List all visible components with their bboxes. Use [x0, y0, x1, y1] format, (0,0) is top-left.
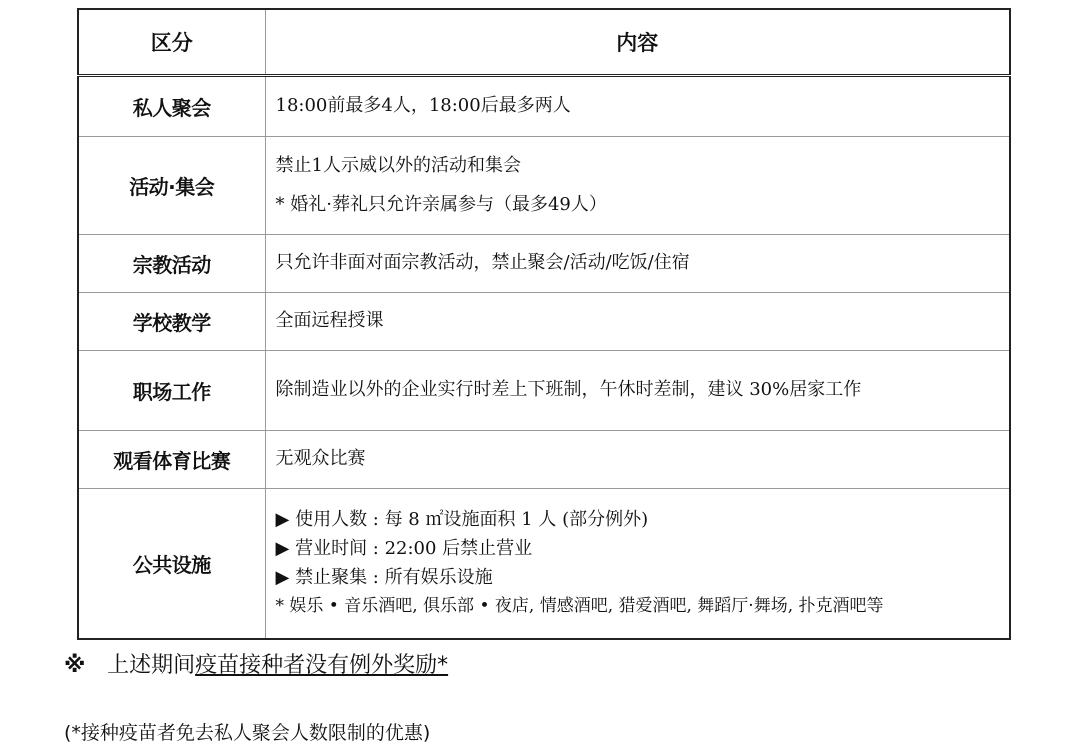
row-content — [265, 489, 1010, 639]
row-content — [265, 293, 1010, 351]
header-content: 内容 — [265, 9, 1010, 76]
rules-table — [77, 8, 1011, 640]
row-category: 职场工作 — [78, 351, 265, 431]
content-line: 禁止1人示威以外的活动和集会 — [275, 155, 521, 177]
row-category: 宗教活动 — [78, 235, 265, 293]
row-category: 私人聚会 — [78, 76, 265, 137]
table-row — [78, 489, 1010, 639]
reference-mark: ※ — [64, 653, 86, 678]
content-line: 18:00前最多4人，18:00后最多两人 — [275, 95, 571, 117]
content-line: ▶ 营业时间 : 22:00 后禁止营业 — [275, 538, 533, 560]
row-content — [265, 76, 1010, 137]
table-row — [78, 76, 1010, 137]
row-content — [265, 351, 1010, 431]
content-line: * 娱乐 • 音乐酒吧, 俱乐部 • 夜店, 情感酒吧, 猎爱酒吧, 舞蹈厅·舞场, 扑克酒吧等 — [275, 595, 884, 616]
table-row — [78, 137, 1010, 235]
row-category: 活动·集会 — [78, 137, 265, 235]
row-content — [265, 235, 1010, 293]
row-category: 公共设施 — [78, 489, 265, 639]
header-category: 区分 — [78, 9, 265, 76]
footnote: (*接种疫苗者免去私人聚会人数限制的优惠) — [64, 722, 431, 744]
content-line: 只允许非面对面宗教活动，禁止聚会/活动/吃饭/住宿 — [275, 252, 690, 274]
content-line: ▶ 禁止聚集 : 所有娱乐设施 — [275, 567, 493, 589]
row-content — [265, 137, 1010, 235]
row-content — [265, 431, 1010, 489]
row-category: 学校教学 — [78, 293, 265, 351]
content-line: 全面远程授课 — [275, 310, 384, 332]
table-row — [78, 235, 1010, 293]
table-row — [78, 293, 1010, 351]
content-line: * 婚礼·葬礼只允许亲属参与（最多49人） — [275, 193, 607, 215]
table-header-row — [78, 9, 1010, 76]
content-line: 无观众比赛 — [275, 448, 366, 470]
exception-note — [64, 648, 448, 679]
content-line: 除制造业以外的企业实行时差上下班制，午休时差制，建议 30%居家工作 — [275, 379, 862, 401]
note-underlined-text: 疫苗接种者没有例外奖励* — [195, 653, 449, 678]
table-row — [78, 351, 1010, 431]
table-row — [78, 431, 1010, 489]
row-category: 观看体育比赛 — [78, 431, 265, 489]
note-text: 上述期间 — [107, 653, 196, 678]
content-line: ▶ 使用人数 : 每 8 ㎡设施面积 1 人 (部分例外) — [275, 509, 649, 531]
